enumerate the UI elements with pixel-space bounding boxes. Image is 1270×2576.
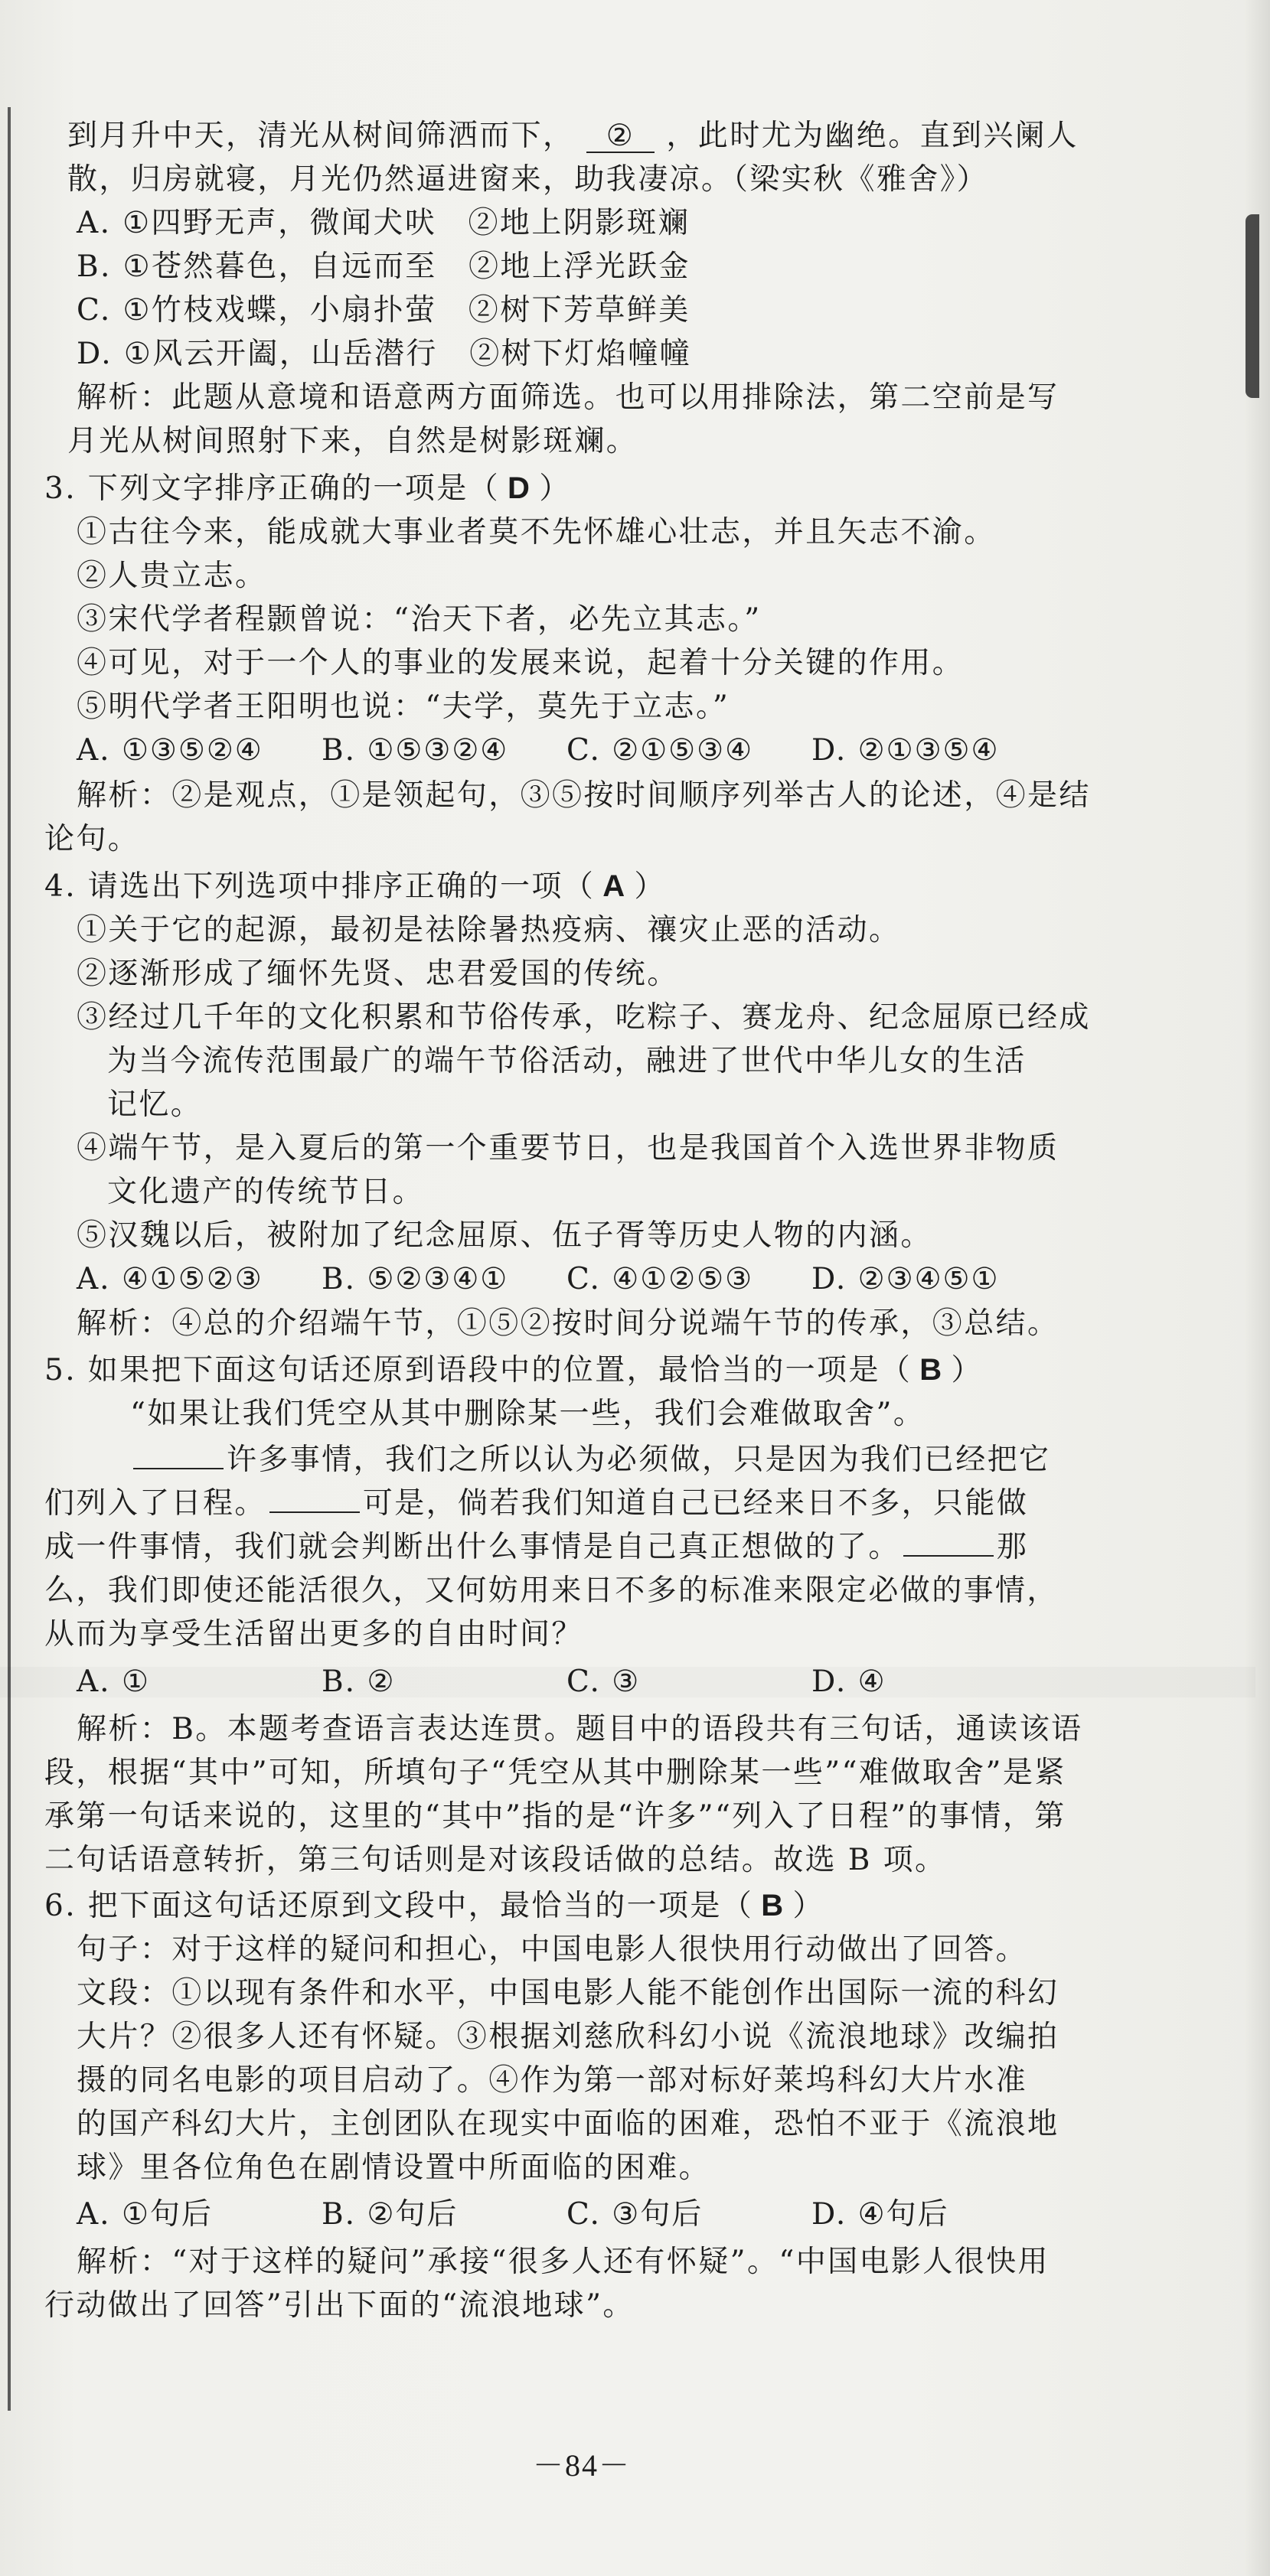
q2-blank (574, 115, 666, 158)
q4-sentence-5: ⑤汉魏以后，被附加了纪念屈原、伍子胥等历史人物的内涵。 (77, 1218, 932, 1253)
q6-paragraph-1: 文段：①以现有条件和水平，中国电影人能不能创作出国际一流的科幻 (77, 1976, 1059, 2010)
q3-answer: D (508, 471, 532, 505)
q6-paragraph-3: 摄的同名电影的项目启动了。④作为第一部对标好莱坞科幻大片水准 (77, 2063, 1028, 2098)
q5-blank-1 (133, 1467, 224, 1469)
q3-options (77, 729, 1187, 772)
q6-option-c: C. ③句后 (566, 2197, 704, 2232)
q5-analysis-4: 二句话语意转折，第三句话则是对该段话做的总结。故选 B 项。 (44, 1843, 947, 1877)
q5-options (77, 1661, 1187, 1704)
q2-analysis-1: 解析：此题从意境和语意两方面筛选。也可以用排除法，第二空前是写 (77, 380, 1059, 415)
q6-stem-text: 6. 把下面这句话还原到文段中，最恰当的一项是（ (44, 1889, 754, 1923)
q5-option-b: B. ② (322, 1665, 396, 1699)
q5-analysis-1: 解析：B。本题考查语言表达连贯。题目中的语段共有三句话，通读该语 (77, 1712, 1083, 1746)
q4-option-d: D. ②③④⑤① (811, 1262, 1000, 1296)
q5-blank-3 (903, 1554, 994, 1557)
q6-stem (44, 1884, 824, 1928)
q6-option-a: A. ①句后 (77, 2197, 213, 2232)
q2-analysis-2: 月光从树间照射下来，自然是树影斑斓。 (67, 424, 638, 458)
q5-stem-text: 5. 如果把下面这句话还原到语段中的位置，最恰当的一项是（ (44, 1353, 913, 1387)
q6-analysis-1: 解析：“对于这样的疑问”承接“很多人还有怀疑”。“中国电影人很快用 (77, 2245, 1050, 2279)
q3-analysis-1: 解析：②是观点，①是领起句，③⑤按时间顺序列举古人的论述，④是结 (77, 778, 1091, 813)
q3-sentence-4: ④可见，对于一个人的事业的发展来说，起着十分关键的作用。 (77, 646, 965, 680)
q3-option-a: A. ①③⑤②④ (77, 733, 263, 768)
q6-analysis-2: 行动做出了回答”引出下面的“流浪地球”。 (44, 2288, 635, 2323)
q5-p2a-text: 们列入了日程。 (44, 1486, 266, 1521)
q2-option-c: C. ①竹枝戏蝶，小扇扑萤 ②树下芳草鲜美 (77, 293, 691, 328)
q4-sentence-1: ①关于它的起源，最初是祛除暑热疫病、禳灾止恶的活动。 (77, 913, 901, 947)
q5-p1-text: 许多事情，我们之所以认为必须做，只是因为我们已经把它 (227, 1443, 1051, 1477)
q6-option-d: D. ④句后 (811, 2197, 949, 2232)
q2-line-1 (67, 115, 1079, 158)
q4-sentence-3a: ③经过几千年的文化积累和节俗传承，吃粽子、赛龙舟、纪念屈原已经成 (77, 1000, 1091, 1035)
q5-analysis-2: 段，根据“其中”可知，所填句子“凭空从其中删除某一些”“难做取舍”是紧 (44, 1756, 1066, 1790)
q4-sentence-3b: 为当今流传范围最广的端午节俗活动，融进了世代中华儿女的生活 (107, 1044, 1027, 1078)
q5-option-c: C. ③ (566, 1665, 641, 1699)
q4-sentence-2: ②逐渐形成了缅怀先贤、忠君爱国的传统。 (77, 957, 679, 991)
q4-stem-end: ） (634, 869, 666, 904)
q3-sentence-5: ⑤明代学者王阳明也说：“夫学，莫先于立志。” (77, 690, 730, 724)
q6-stem-end: ） (792, 1889, 824, 1923)
q5-blank-2 (269, 1511, 360, 1513)
q2-text-end: ，此时尤为幽绝。直到兴阑人 (666, 119, 1079, 153)
q5-stem (44, 1348, 983, 1392)
q5-paragraph-2 (44, 1482, 1028, 1525)
q4-stem (44, 865, 666, 908)
q3-stem-text: 3. 下列文字排序正确的一项是（ (44, 471, 501, 506)
q3-stem-end: ） (539, 471, 571, 506)
q5-quote: “如果让我们凭空从其中删除某一些，我们会难做取舍”。 (130, 1397, 926, 1431)
q4-stem-text: 4. 请选出下列选项中排序正确的一项（ (44, 869, 596, 904)
q5-p3b-text: 那 (996, 1530, 1029, 1564)
q4-option-c: C. ④①②⑤③ (566, 1262, 754, 1296)
q5-paragraph-1 (44, 1439, 1050, 1482)
q5-answer: B (919, 1353, 944, 1387)
q4-answer: A (602, 869, 627, 903)
q3-option-d: D. ②①③⑤④ (811, 733, 1000, 768)
q3-sentence-3: ③宋代学者程颢曾说：“治天下者，必先立其志。” (77, 602, 762, 637)
q4-analysis: 解析：④总的介绍端午节，①⑤②按时间分说端午节的传承，③总结。 (77, 1306, 1059, 1341)
q5-paragraph-3 (44, 1526, 1028, 1569)
q4-sentence-3c: 记忆。 (107, 1087, 203, 1122)
q5-p2b-text: 可是，倘若我们知道自己已经来日不多，只能做 (362, 1486, 1029, 1521)
q5-paragraph-5: 从而为享受生活留出更多的自由时间？ (44, 1617, 583, 1652)
q5-option-a: A. ① (77, 1665, 150, 1699)
q4-option-a: A. ④①⑤②③ (77, 1262, 263, 1296)
q4-sentence-4a: ④端午节，是入夏后的第一个重要节日，也是我国首个入选世界非物质 (77, 1131, 1059, 1166)
q5-p3a-text: 成一件事情，我们就会判断出什么事情是自己真正想做的了。 (44, 1530, 900, 1564)
q3-option-b: B. ①⑤③②④ (322, 733, 509, 768)
q4-sentence-4b: 文化遗产的传统节日。 (107, 1175, 425, 1209)
q2-line-2: 散，归房就寝，月光仍然逼进窗来，助我凄凉。（梁实秋《雅舍》） (67, 162, 989, 197)
q6-sentence: 句子：对于这样的疑问和担心，中国电影人很快用行动做出了回答。 (77, 1932, 1028, 1967)
q6-options (77, 2193, 1187, 2236)
q3-sentence-2: ②人贵立志。 (77, 559, 267, 593)
q3-option-c: C. ②①⑤③④ (566, 733, 754, 768)
q3-analysis-2: 论句。 (44, 822, 140, 856)
q6-option-b: B. ②句后 (322, 2197, 459, 2232)
q4-option-b: B. ⑤②③④① (322, 1262, 509, 1296)
q6-paragraph-2: 大片？②很多人还有怀疑。③根据刘慈欣科幻小说《流浪地球》改编拍 (77, 2020, 1059, 2054)
q2-option-b: B. ①苍然暮色，自远而至 ②地上浮光跃金 (77, 249, 691, 284)
q2-text: 到月升中天，清光从树间筛洒而下， (67, 119, 575, 153)
q2-option-a: A. ①四野无声，微闻犬吠 ②地上阴影斑斓 (77, 206, 691, 240)
q4-options (77, 1258, 1187, 1301)
q5-stem-end: ） (951, 1353, 983, 1387)
q2-blank-marker: ② (586, 121, 655, 153)
q2-option-d: D. ①风云开阖，山岳潜行 ②树下灯焰幢幢 (77, 337, 692, 371)
q6-paragraph-4: 的国产科幻大片，主创团队在现实中面临的困难，恐怕不亚于《流浪地 (77, 2107, 1059, 2141)
q6-answer: B (761, 1889, 785, 1922)
q3-stem (44, 467, 571, 510)
q5-option-d: D. ④ (811, 1665, 886, 1699)
q3-sentence-1: ①古往今来，能成就大事业者莫不先怀雄心壮志，并且矢志不渝。 (77, 515, 996, 549)
q5-analysis-3: 承第一句话来说的，这里的“其中”指的是“许多”“列入了日程”的事情，第 (44, 1799, 1066, 1834)
page-number: －84－ (533, 2448, 631, 2483)
q5-paragraph-4: 么，我们即使还能活很久，又何妨用来日不多的标准来限定必做的事情， (44, 1573, 1059, 1608)
q6-paragraph-5: 球》里各位角色在剧情设置中所面临的困难。 (77, 2150, 711, 2185)
